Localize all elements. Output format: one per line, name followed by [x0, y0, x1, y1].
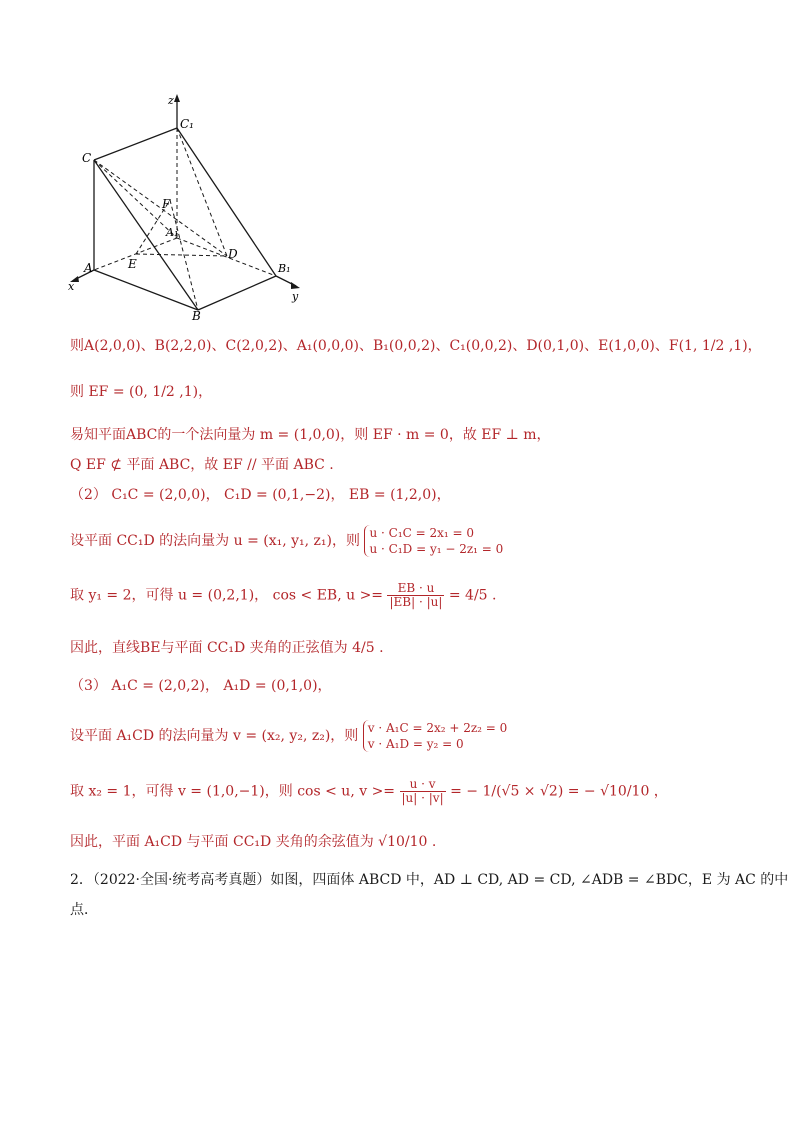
part2-eq1: u · C₁C = 2x₁ = 0 — [369, 526, 475, 540]
label-b1: B₁ — [278, 262, 291, 275]
label-y: y — [292, 290, 299, 303]
part2-frac-den: |EB| · |u| — [389, 595, 443, 609]
part2-frac-num: EB · u — [387, 582, 444, 596]
part2-vectors-line: （2） C₁C = (2,0,0)， C₁D = (0,1,−2)， EB = (1,2,0)， — [70, 487, 451, 503]
coords-line: 则A(2,0,0)、B(2,2,0)、C(2,0,2)、A₁(0,0,0)、B₁(0,0,2)、C₁(0,0,2)、D(0,1,0)、E(1,0,0)、F(1, 1/2 ,1)， — [70, 338, 762, 354]
label-a1: A₁ — [166, 226, 179, 239]
part3-normal-prefix: 设平面 A₁CD 的法向量为 v = (x₂, y₂, z₂)，则 — [70, 728, 359, 744]
part3-result: = − 1/(√5 × √2) = − √10/10 ， — [450, 783, 668, 800]
label-c: C — [82, 151, 92, 165]
normal-abc-line: 易知平面ABC的一个法向量为 m = (1,0,0)，则 EF · m = 0，故 EF ⊥ m， — [70, 427, 551, 443]
problem2-line2: 点． — [70, 902, 98, 918]
part2-normal-prefix: 设平面 CC₁D 的法向量为 u = (x₁, y₁, z₁)，则 — [70, 533, 361, 549]
label-z: z — [168, 94, 174, 107]
part3-vectors-line: （3） A₁C = (2,0,2)， A₁D = (0,1,0)， — [70, 678, 332, 694]
label-x: x — [68, 280, 75, 293]
label-a: A — [84, 261, 93, 275]
part2-normal-line — [70, 525, 503, 557]
label-d: D — [228, 247, 238, 261]
part3-eq2: v · A₁D = y₂ = 0 — [367, 737, 464, 751]
label-f: F — [162, 197, 171, 211]
part2-take-text: 取 y₁ = 2，可得 u = (0,2,1)， cos < EB, u >= — [70, 587, 384, 604]
label-e: E — [128, 257, 137, 271]
ef-vector-line: 则 EF = (0, 1/2 ,1)， — [70, 384, 213, 400]
part3-normal-line — [70, 720, 507, 752]
ef-parallel-line: Q EF ⊄ 平面 ABC，故 EF // 平面 ABC . — [70, 457, 334, 473]
label-c1: C₁ — [180, 117, 194, 131]
part2-cos-fraction — [387, 582, 444, 609]
part3-cos-fraction — [400, 778, 446, 805]
part2-system — [364, 525, 503, 557]
prism-figure — [60, 90, 320, 320]
part3-eq1: v · A₁C = 2x₂ + 2z₂ = 0 — [367, 721, 508, 735]
part3-frac-den: |u| · |v| — [401, 791, 444, 805]
part2-result: = 4/5 . — [448, 587, 497, 604]
part3-frac-num: u · v — [400, 778, 446, 792]
part3-take-line — [70, 778, 668, 805]
part2-conclusion: 因此，直线BE与平面 CC₁D 夹角的正弦值为 4/5 . — [70, 640, 384, 656]
label-b: B — [192, 309, 201, 320]
problem2-line1: 2．（2022·全国·统考高考真题）如图，四面体 ABCD 中，AD ⊥ CD, AD = CD, ∠ADB = ∠BDC，E 为 AC 的中 — [70, 872, 789, 888]
part2-eq2: u · C₁D = y₁ − 2z₁ = 0 — [369, 542, 504, 556]
part3-conclusion: 因此，平面 A₁CD 与平面 CC₁D 夹角的余弦值为 √10/10 . — [70, 834, 437, 850]
part3-take-text: 取 x₂ = 1，可得 v = (1,0,−1)，则 cos < u, v >= — [70, 783, 396, 800]
part3-system — [363, 720, 508, 752]
part2-take-line — [70, 582, 496, 609]
